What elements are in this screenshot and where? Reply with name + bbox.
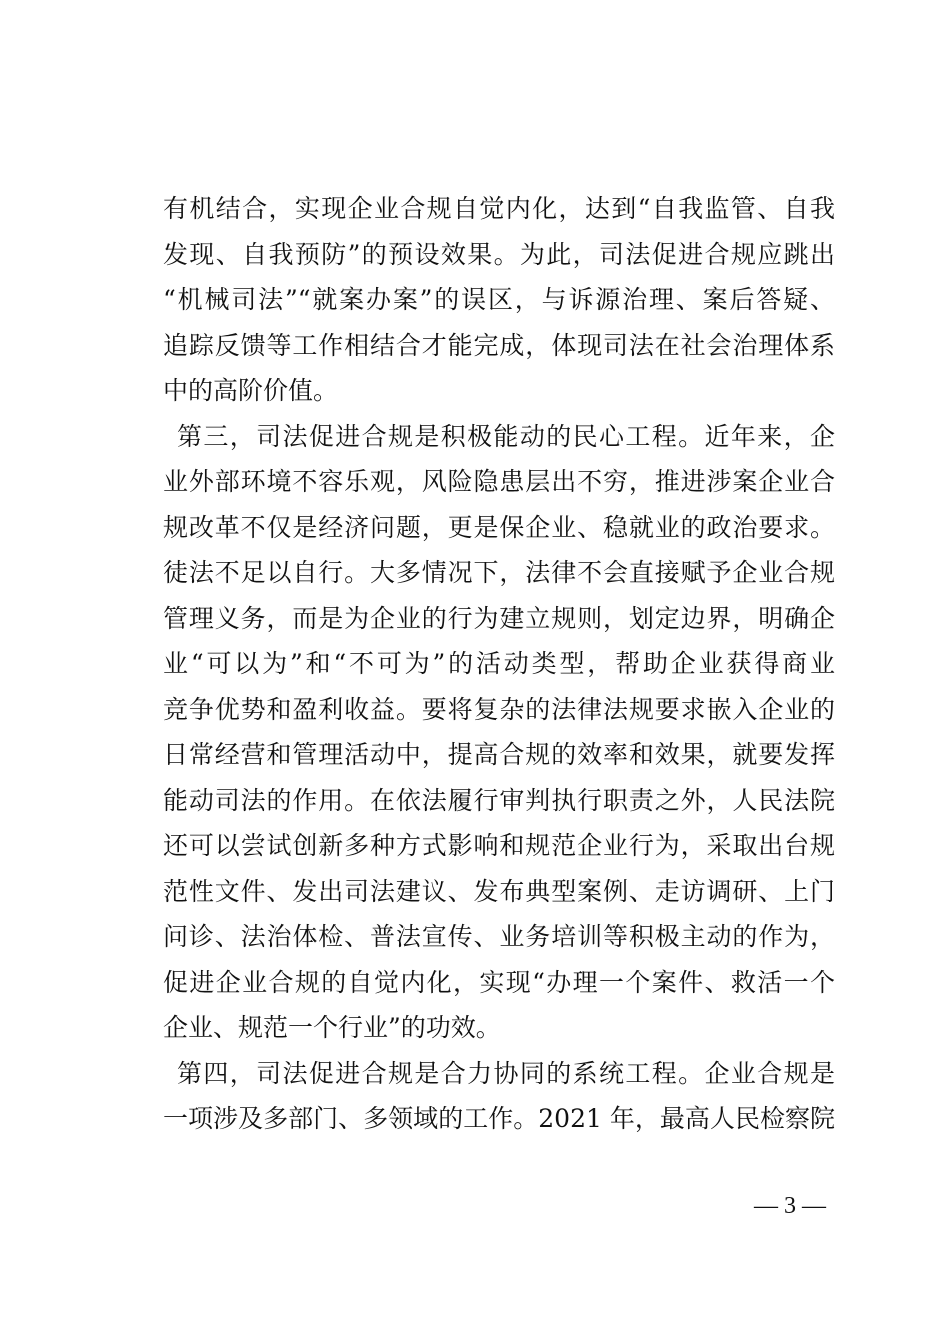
text-line: 日常经营和管理活动中，提高合规的效率和效果，就要发挥 (163, 740, 835, 769)
text-line: 竞争优势和盈利收益。要将复杂的法律法规要求嵌入企业的 (163, 694, 835, 724)
page-number: — 3 — (754, 1193, 826, 1219)
text-line: “机械司法”“就案办案”的误区，与诉源治理、案后答疑、 (163, 285, 835, 314)
text-line: 发现、自我预防”的预设效果。为此，司法促进合规应跳出 (163, 239, 835, 269)
body-text (163, 186, 835, 1142)
text-line: 规改革不仅是经济问题，更是保企业、稳就业的政治要求。 (163, 512, 835, 542)
text-line: 问诊、法治体检、普法宣传、业务培训等积极主动的作为， (163, 922, 835, 951)
text-line: 管理义务，而是为企业的行为建立规则，划定边界，明确企 (163, 603, 835, 633)
text-line: 徒法不足以自行。大多情况下，法律不会直接赋予企业合规 (163, 558, 835, 587)
text-line: 追踪反馈等工作相结合才能完成，体现司法在社会治理体系 (163, 330, 835, 360)
text-line: 业外部环境不容乐观，风险隐患层出不穷，推进涉案企业合 (163, 467, 835, 496)
text-line: 企业、规范一个行业”的功效。 (163, 1013, 501, 1042)
text-line: 中的高阶价值。 (163, 376, 339, 405)
text-line: 第三，司法促进合规是积极能动的民心工程。近年来，企 (177, 421, 835, 451)
text-line: 一项涉及多部门、多领域的工作。2021 年，最高人民检察院 (163, 1104, 835, 1133)
text-line: 范性文件、发出司法建议、发布典型案例、走访调研、上门 (163, 876, 835, 906)
text-line: 有机结合，实现企业合规自觉内化，达到“自我监管、自我 (163, 194, 835, 223)
text-line: 第四，司法促进合规是合力协同的系统工程。企业合规是 (177, 1058, 835, 1088)
text-line: 业“可以为”和“不可为”的活动类型，帮助企业获得商业 (163, 649, 835, 678)
text-line: 还可以尝试创新多种方式影响和规范企业行为，采取出台规 (163, 831, 835, 860)
text-line: 能动司法的作用。在依法履行审判执行职责之外，人民法院 (163, 785, 835, 815)
text-line: 促进企业合规的自觉内化，实现“办理一个案件、救活一个 (163, 967, 835, 997)
